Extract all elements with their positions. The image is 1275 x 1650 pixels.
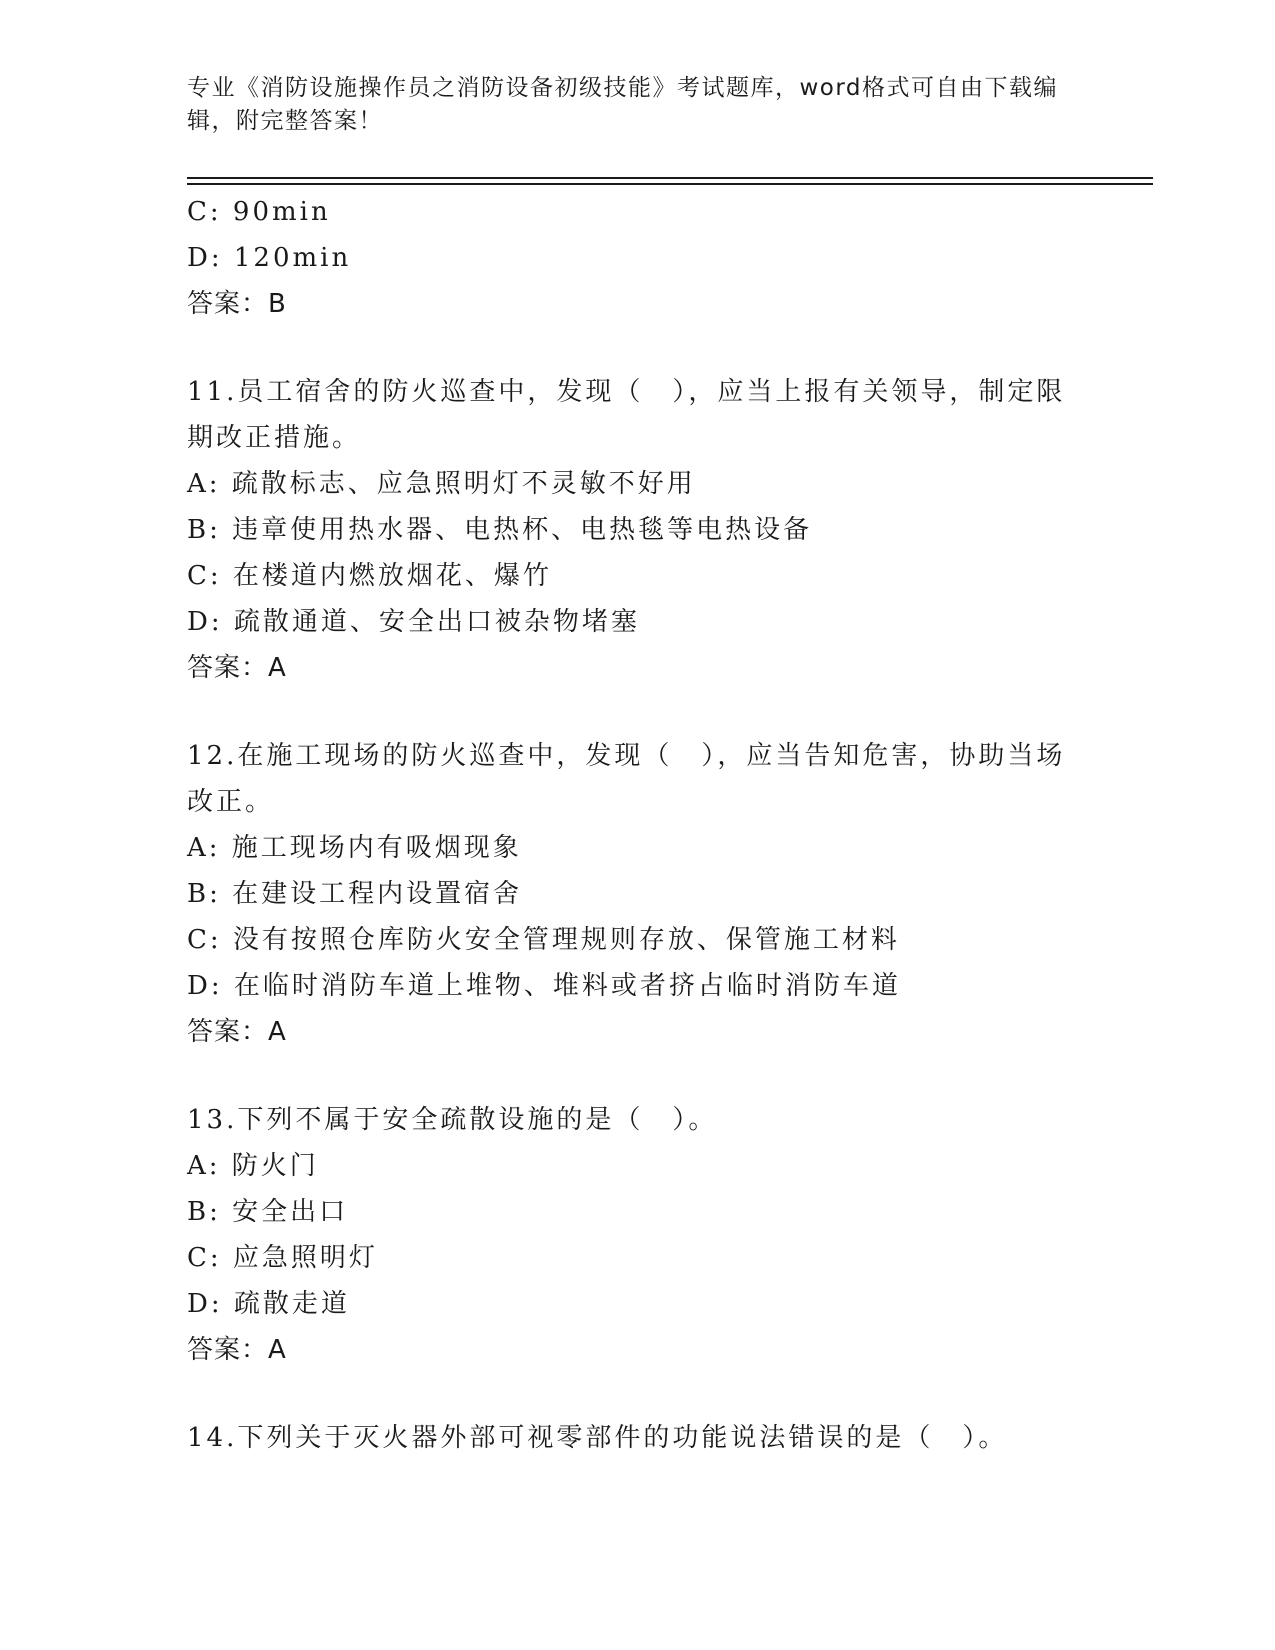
answer-line: 答案：A	[187, 653, 287, 683]
header-line-2: 辑，附完整答案！	[187, 108, 383, 134]
option-a: A: 防火门	[187, 1151, 319, 1181]
question-stem: 14.下列关于灭火器外部可视零部件的功能说法错误的是（ ）。	[187, 1423, 1008, 1453]
option-a: A: 疏散标志、应急照明灯不灵敏不好用	[187, 469, 696, 499]
answer-line: 答案：A	[187, 1335, 287, 1365]
option-b: B: 违章使用热水器、电热杯、电热毯等电热设备	[187, 515, 813, 545]
option-d: D: 疏散走道	[187, 1289, 350, 1319]
question-stem-continued: 期改正措施。	[187, 423, 362, 453]
question-content	[187, 189, 1087, 1461]
option-c: C: 没有按照仓库防火安全管理规则存放、保管施工材料	[187, 925, 900, 955]
option-c: C: 90min	[187, 197, 331, 227]
option-d: D: 在临时消防车道上堆物、堆料或者挤占临时消防车道	[187, 971, 901, 1001]
option-c: C: 在楼道内燃放烟花、爆竹	[187, 561, 552, 591]
option-a: A: 施工现场内有吸烟现象	[187, 833, 522, 863]
question-stem: 13.下列不属于安全疏散设施的是（ ）。	[187, 1105, 718, 1135]
header-divider-top	[187, 177, 1153, 179]
header-divider-bottom	[187, 183, 1153, 185]
document-header	[187, 72, 1087, 138]
option-b: B: 安全出口	[187, 1197, 349, 1227]
previous-question-tail	[187, 189, 1087, 327]
option-b: B: 在建设工程内设置宿舍	[187, 879, 523, 909]
option-d: D: 120min	[187, 243, 352, 273]
question-stem-continued: 改正。	[187, 787, 275, 817]
header-line-1: 专业《消防设施操作员之消防设备初级技能》考试题库，word格式可自由下载编	[187, 75, 1059, 101]
answer-line: 答案：A	[187, 1017, 287, 1047]
question-stem: 12.在施工现场的防火巡查中，发现（ ），应当告知危害，协助当场	[187, 741, 1066, 771]
question-stem: 11.员工宿舍的防火巡查中，发现（ ），应当上报有关领导，制定限	[187, 377, 1066, 407]
question-12	[187, 733, 1087, 1055]
question-14	[187, 1415, 1087, 1461]
answer-line: 答案：B	[187, 289, 287, 319]
option-d: D: 疏散通道、安全出口被杂物堵塞	[187, 607, 640, 637]
option-c: C: 应急照明灯	[187, 1243, 378, 1273]
question-13	[187, 1097, 1087, 1373]
question-11	[187, 369, 1087, 691]
